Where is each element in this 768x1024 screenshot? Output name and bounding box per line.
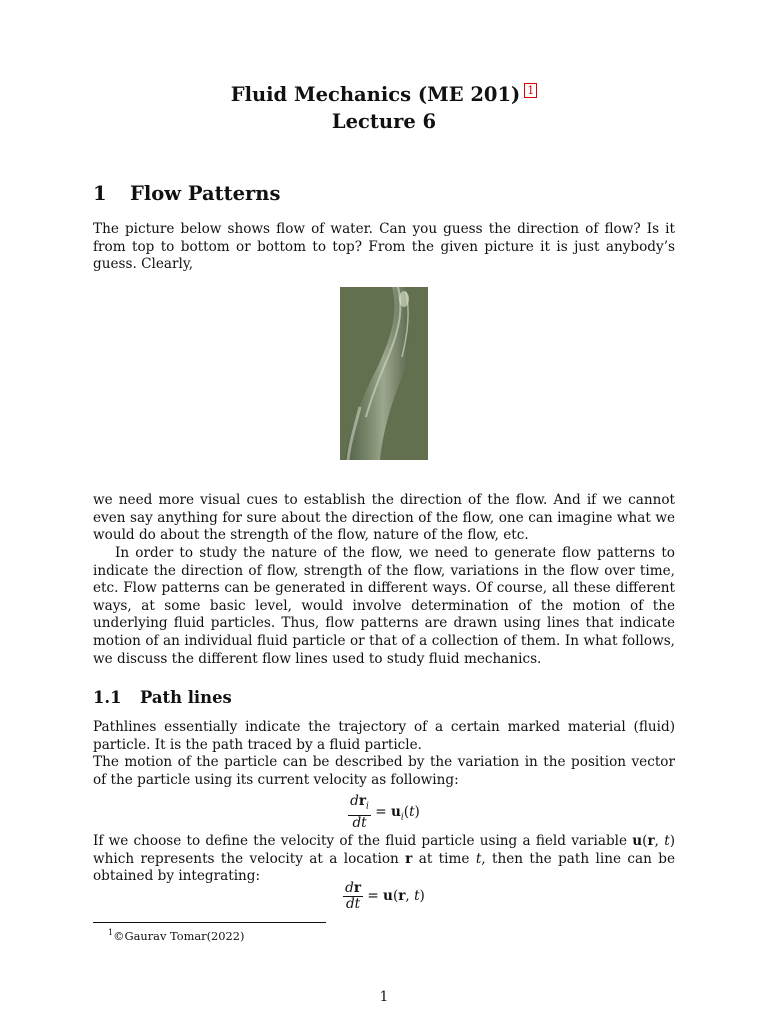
section-title: Flow Patterns xyxy=(130,182,281,205)
subsection-heading xyxy=(93,689,232,707)
equation-particle-velocity: $\frac{dr_i}{dt}$ = $u_i(t)$ xyxy=(350,793,420,831)
footnote xyxy=(108,924,245,945)
paper-title-text: Fluid Mechanics (ME 201) xyxy=(230,83,521,106)
lecture-number: Lecture 6 xyxy=(331,110,437,133)
water-flow-image xyxy=(340,287,428,460)
water-flow-photo xyxy=(340,287,428,460)
copyright-icon: © xyxy=(113,928,125,943)
pathline-definition: Pathlines essentially indicate the trajectory of a certain marked material (fluid) particle. It is the path traced by a fluid particle. xyxy=(93,719,675,753)
section-heading xyxy=(93,182,281,205)
page-number: 1 xyxy=(379,989,389,1005)
subsection-number: 1.1 xyxy=(93,688,122,707)
footnote-number: 1 xyxy=(108,928,114,937)
footnote-text: Gaurav Tomar(2022) xyxy=(124,928,245,943)
equation-pathline: $\frac{dr}{dt}$ = u(r, t) xyxy=(345,880,425,912)
subsection-title: Path lines xyxy=(140,688,232,707)
paragraph-continuation: we need more visual cues to establish the direction of the flow. And if we cannot even say anything for sure about the direction of the flow, one can imagine what we would do about the strength of the flow, nature of the flow, etc. xyxy=(93,492,675,544)
field-velocity-paragraph: If we choose to define the velocity of the fluid particle using a field variable u(r, t) which represents the velocity at a location r at time t, then the path line can be obtained by integrating: xyxy=(93,833,675,885)
intro-paragraph: The picture below shows flow of water. Can you guess the direction of flow? Is it from top to bottom or bottom to top? From the given picture it is just anybody’s guess. Clearly, xyxy=(93,221,675,273)
particle-motion-paragraph: The motion of the particle can be described by the variation in the position vector of the particle using its current velocity as following: xyxy=(93,754,675,788)
paper-title xyxy=(0,83,768,106)
footnote-rule xyxy=(93,922,326,923)
paragraph-flow-patterns: In order to study the nature of the flow, we need to generate flow patterns to indicate the direction of flow, strength of the flow, variations in the flow over time, etc. Flow patterns can be generated in different ways. Of course, all these different ways, at some basic level, would involve determination of the motion of the underlying fluid particles. Thus, flow patterns are drawn using lines that indicate motion of an individual fluid particle or that of a collection of them. In what follows, we discuss the different flow lines used to study fluid mechanics. xyxy=(93,545,675,667)
section-number: 1 xyxy=(93,182,107,205)
footnote-link[interactable]: 1 xyxy=(524,83,537,98)
